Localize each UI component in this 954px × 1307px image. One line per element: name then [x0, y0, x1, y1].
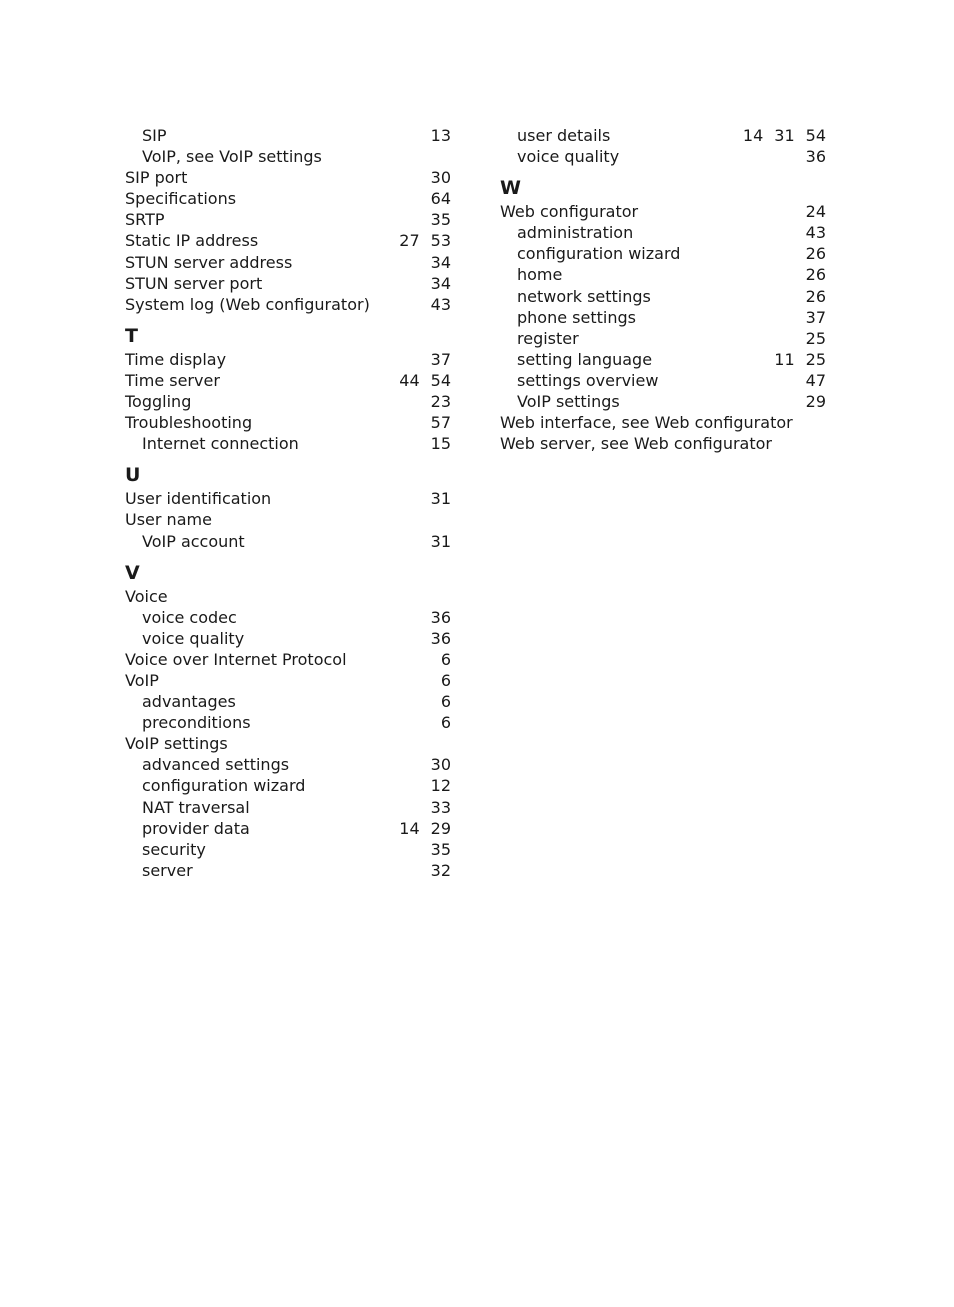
page-references — [420, 775, 451, 796]
index-subentry — [125, 712, 451, 733]
index-subentry — [500, 264, 826, 285]
page-number-link[interactable]: 54 — [430, 370, 451, 390]
page-references — [420, 860, 451, 881]
page-references — [420, 839, 451, 860]
index-subentry — [500, 286, 826, 307]
page-references — [420, 488, 451, 509]
index-term: voice quality — [142, 628, 245, 648]
page-number-link[interactable]: 31 — [430, 489, 451, 509]
index-term: network settings — [517, 286, 651, 306]
index-term: Time server — [125, 370, 220, 390]
index-term: VoIP — [125, 670, 159, 690]
page-number-link[interactable]: 26 — [805, 265, 826, 285]
page-number-link[interactable]: 6 — [440, 649, 451, 669]
index-term: Web configurator — [500, 202, 639, 222]
page-references — [795, 370, 826, 391]
page-references — [795, 201, 826, 222]
index-entry — [125, 252, 451, 273]
index-entry — [125, 209, 451, 230]
index-letter-heading: T — [125, 324, 138, 347]
index-term: advanced settings — [142, 755, 290, 775]
page-number-link[interactable]: 30 — [430, 168, 451, 188]
index-subentry — [125, 818, 451, 839]
index-letter-heading: U — [125, 464, 141, 487]
index-term: Voice over Internet Protocol — [125, 649, 347, 669]
page-references — [388, 818, 451, 839]
page-references — [795, 328, 826, 349]
page-number-link[interactable]: 37 — [805, 307, 826, 327]
page-number-link[interactable]: 26 — [805, 244, 826, 264]
index-subentry — [500, 391, 826, 412]
index-subentry — [500, 328, 826, 349]
page-number-link[interactable]: 32 — [430, 860, 451, 880]
page-number-link[interactable]: 35 — [430, 839, 451, 859]
page-references — [420, 628, 451, 649]
page-references — [420, 273, 451, 294]
index-term: Internet connection — [142, 434, 299, 454]
page-number-link[interactable]: 27 — [399, 231, 420, 251]
index-column-left — [125, 125, 451, 881]
index-entry — [125, 349, 451, 370]
index-entry — [125, 188, 451, 209]
page-number-link[interactable]: 6 — [440, 713, 451, 733]
page-references — [420, 125, 451, 146]
index-term: Toggling — [125, 392, 192, 412]
index-entry — [125, 488, 451, 509]
page-number-link[interactable]: 15 — [430, 434, 451, 454]
page-number-link[interactable]: 33 — [430, 797, 451, 817]
index-subentry — [125, 797, 451, 818]
index-subentry — [125, 839, 451, 860]
index-term: phone settings — [517, 307, 636, 327]
page-number-link[interactable]: 14 — [399, 818, 420, 838]
index-subentry — [125, 628, 451, 649]
page-number-link[interactable]: 35 — [430, 210, 451, 230]
index-subentry — [125, 691, 451, 712]
index-term: Specifications — [125, 189, 237, 209]
index-term: configuration wizard — [517, 244, 681, 264]
index-term: Time display — [125, 349, 227, 369]
index-subentry — [125, 775, 451, 796]
index-subentry — [125, 433, 451, 454]
index-term: STUN server address — [125, 252, 293, 272]
page-number-link[interactable]: 31 — [430, 531, 451, 551]
page-references — [420, 712, 451, 733]
page-number-link[interactable]: 6 — [440, 670, 451, 690]
page-references — [420, 433, 451, 454]
page-number-link[interactable]: 44 — [399, 370, 420, 390]
page-references — [795, 146, 826, 167]
page-references — [388, 370, 451, 391]
page-number-link[interactable]: 47 — [805, 370, 826, 390]
page-references — [388, 230, 451, 251]
index-term: configuration wizard — [142, 776, 306, 796]
page-references — [420, 531, 451, 552]
index-term: register — [517, 328, 579, 348]
index-term: Troubleshooting — [125, 413, 253, 433]
page-references — [420, 649, 451, 670]
page-references — [795, 286, 826, 307]
index-subentry — [125, 146, 451, 167]
index-subentry — [500, 222, 826, 243]
index-entry — [500, 433, 826, 454]
index-term: preconditions — [142, 713, 251, 733]
index-term: security — [142, 839, 206, 859]
index-term: provider data — [142, 818, 250, 838]
index-term: SIP port — [125, 168, 188, 188]
page-references — [795, 264, 826, 285]
page-references — [420, 294, 451, 315]
page-number-link[interactable]: 34 — [430, 273, 451, 293]
index-column-right — [500, 125, 826, 454]
index-term: voice codec — [142, 607, 237, 627]
index-entry — [125, 294, 451, 315]
page-number-link[interactable]: 12 — [430, 776, 451, 796]
index-term: VoIP settings — [517, 392, 620, 412]
index-term: SRTP — [125, 210, 165, 230]
index-letter-heading: V — [125, 561, 140, 584]
page-references — [420, 797, 451, 818]
page-number-link[interactable]: 30 — [430, 755, 451, 775]
page-number-link[interactable]: 24 — [805, 202, 826, 222]
page-references — [420, 691, 451, 712]
page-references — [420, 209, 451, 230]
index-entry — [125, 412, 451, 433]
page-references — [420, 670, 451, 691]
page-number-link[interactable]: 57 — [430, 413, 451, 433]
page-number-link[interactable]: 23 — [430, 392, 451, 412]
index-term: VoIP settings — [125, 734, 228, 754]
index-term: home — [517, 265, 563, 285]
page-number-link[interactable]: 29 — [430, 818, 451, 838]
page-references — [420, 391, 451, 412]
page-references — [420, 167, 451, 188]
index-term: server — [142, 860, 193, 880]
page-number-link[interactable]: 64 — [430, 189, 451, 209]
page-number-link[interactable]: 25 — [805, 328, 826, 348]
index-entry — [125, 649, 451, 670]
page-references — [795, 243, 826, 264]
page-number-link[interactable]: 43 — [805, 223, 826, 243]
page-number-link[interactable]: 14 — [742, 126, 764, 145]
index-subentry — [500, 370, 826, 391]
page-number-link[interactable]: 31 — [774, 126, 795, 145]
page-references — [763, 349, 826, 370]
index-entry — [500, 201, 826, 222]
index-entry — [125, 509, 451, 530]
index-entry — [125, 391, 451, 412]
index-term: User name — [125, 510, 212, 530]
index-subentry — [500, 243, 826, 264]
page-references — [795, 391, 826, 412]
index-subentry — [125, 754, 451, 775]
index-entry — [125, 273, 451, 294]
index-term: setting language — [517, 349, 653, 369]
index-term: Static IP address — [125, 231, 259, 251]
page-references — [732, 125, 826, 146]
page-references — [420, 188, 451, 209]
index-entry — [125, 167, 451, 188]
page-references — [420, 754, 451, 775]
page-number-link[interactable]: 54 — [805, 126, 826, 145]
page-references — [795, 307, 826, 328]
index-term: Web interface, see Web configurator — [500, 413, 793, 433]
index-entry — [125, 733, 451, 754]
index-entry — [125, 586, 451, 607]
index-subentry — [125, 860, 451, 881]
page-references — [420, 252, 451, 273]
index-term: User identification — [125, 489, 272, 509]
page-number-link[interactable]: 43 — [430, 294, 451, 314]
index-term: VoIP, see VoIP settings — [142, 147, 322, 167]
index-term: SIP — [142, 126, 167, 145]
page-references — [795, 222, 826, 243]
index-subentry — [125, 531, 451, 552]
index-entry — [125, 370, 451, 391]
index-term: Voice — [125, 586, 168, 606]
page-references — [420, 607, 451, 628]
index-term: voice quality — [517, 147, 620, 167]
page-number-link[interactable]: 6 — [440, 692, 451, 712]
page-number-link[interactable]: 29 — [805, 392, 826, 412]
index-term: administration — [517, 223, 634, 243]
index-entry — [125, 230, 451, 251]
index-term: NAT traversal — [142, 797, 250, 817]
index-term: STUN server port — [125, 273, 263, 293]
page-number-link[interactable]: 13 — [430, 126, 451, 145]
index-entry — [125, 670, 451, 691]
index-term: System log (Web configurator) — [125, 294, 370, 314]
page-number-link[interactable]: 37 — [430, 349, 451, 369]
index-term: advantages — [142, 692, 236, 712]
index-subentry — [125, 125, 451, 146]
index-subentry — [125, 607, 451, 628]
index-letter-heading: W — [500, 177, 521, 200]
page-number-link[interactable]: 11 — [774, 349, 795, 369]
page-number-link[interactable]: 53 — [430, 231, 451, 251]
page-number-link[interactable]: 36 — [430, 607, 451, 627]
index-subentry — [500, 349, 826, 370]
index-term: Web server, see Web configurator — [500, 434, 772, 454]
page-number-link[interactable]: 26 — [805, 286, 826, 306]
index-subentry — [500, 307, 826, 328]
index-term: settings overview — [517, 370, 659, 390]
index-term: user details — [517, 126, 611, 145]
index-subentry — [500, 146, 826, 167]
page-references — [420, 349, 451, 370]
page-number-link[interactable]: 36 — [430, 628, 451, 648]
index-entry — [500, 412, 826, 433]
page-number-link[interactable]: 34 — [430, 252, 451, 272]
page-number-link[interactable]: 25 — [805, 349, 826, 369]
index-subentry — [500, 125, 826, 146]
page-number-link[interactable]: 36 — [805, 147, 826, 167]
index-term: VoIP account — [142, 531, 245, 551]
page-references — [420, 412, 451, 433]
